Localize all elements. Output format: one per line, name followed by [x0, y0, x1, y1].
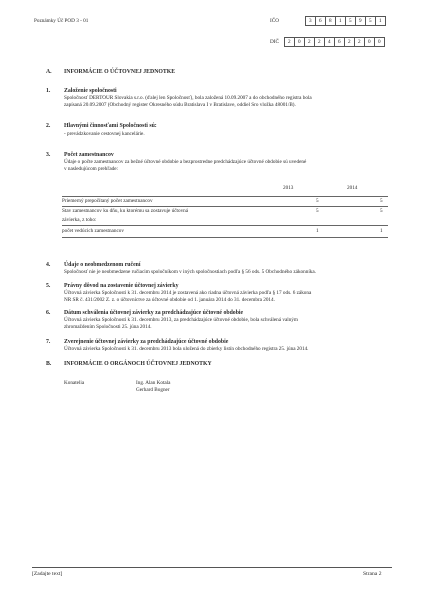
table-cell: 5: [316, 208, 319, 214]
text-line: zapísaná 20.09.2007 (Obchodný register Okresného súdu Bratislava I v Bratislave, oddiel Sro vložka 48001/B).: [64, 102, 296, 109]
dic-digit: 0: [364, 37, 375, 47]
table-divider: [62, 237, 388, 238]
item-7-number: 7.: [46, 339, 51, 345]
board-members: [136, 380, 170, 394]
section-a-letter: A.: [46, 69, 52, 75]
ico-digit: 1: [335, 16, 346, 26]
item-2-text: - prevádzkovanie cestovnej kancelárie.: [64, 131, 145, 137]
ico-digit: 1: [375, 16, 386, 26]
board-member-name: Gerhard Bogner: [136, 387, 170, 394]
table-divider: [62, 206, 388, 207]
ico-digit: 6: [315, 16, 326, 26]
dic-digit: 2: [314, 37, 325, 47]
text-line: NR SR č. 431/2002 Z. z. o účtovníctve za účtovné obdobie od 1. januára 2014 do 31. decembra 2014.: [64, 297, 275, 304]
dic-digit: 6: [334, 37, 345, 47]
dic-digit: 0: [374, 37, 385, 47]
ico-digit: 5: [345, 16, 356, 26]
dic-boxes: [284, 37, 384, 47]
item-5-text: [64, 290, 394, 304]
table-row-label: závierka, z toho:: [62, 217, 97, 223]
text-line: Údaje o počte zamestnancov za bežné účtovné obdobie a bezprostredne predchádzajúce účtovné obdobie sú uvedené: [64, 159, 307, 165]
footer-placeholder: [Zadajte text]: [32, 571, 63, 577]
table-row-label: Stav zamestnancov ku dňu, ku ktorému sa zostavuje účtovná: [62, 208, 189, 214]
item-2-title: Hlavnými činnosťami Spoločnosti sú:: [64, 123, 157, 129]
table-cell: 5: [380, 208, 383, 214]
item-6-title: Dátum schválenia účtovnej závierky za predchádzajúce účtovné obdobie: [64, 310, 244, 316]
section-a-title: INFORMÁCIE O ÚČTOVNEJ JEDNOTKE: [64, 69, 176, 75]
item-1-text: [64, 95, 384, 109]
item-7-text: Účtovná závierka Spoločnosti k 31. decembru 2013 bola uložená do zbierky listín obchodného registra 25. júna 2014.: [64, 346, 309, 352]
item-4-title: Údaje o neobmedzenom ručení: [64, 262, 141, 268]
dic-label: DIČ: [270, 39, 279, 45]
text-line: Účtovná závierka Spoločnosti k 31. decembru 2014 je zostavená ako riadna účtovná závierka podľa § 17 ods. 6 zákona: [64, 290, 312, 296]
dic-digit: 2: [284, 37, 295, 47]
dic-digit: 2: [354, 37, 365, 47]
item-1-number: 1.: [46, 88, 51, 94]
section-b-title: INFORMÁCIE O ORGÁNOCH ÚČTOVNEJ JEDNOTKY: [64, 361, 212, 367]
table-row-label: Priemerný prepočítaný počet zamestnancov: [62, 198, 153, 204]
table-divider: [62, 196, 388, 197]
page-number: Strana 2: [363, 571, 382, 577]
section-b-letter: B.: [46, 361, 52, 367]
table-cell: 5: [316, 198, 319, 204]
text-line: Spoločnosť DERTOUR Slovakia s.r.o. (ďalej len Spoločnosť), bola založená 10.09.2007 a do obchodného registra bola: [64, 95, 312, 101]
item-4-text: Spoločnosť nie je neobmedzene ručiacim spoločníkom v iných spoločnostiach podľa § 56 ods. 5 Obchodného zákonníka.: [64, 269, 316, 275]
item-3-title: Počet zamestnancov: [64, 152, 114, 158]
board-role: Konatelia: [64, 380, 85, 386]
table-header-2013: 2013: [283, 185, 294, 191]
ico-digit: 5: [365, 16, 376, 26]
text-line: zhromaždením Spoločnosti 25. júna 2014.: [64, 324, 152, 331]
item-6-text: [64, 317, 394, 331]
table-row-label: počet vedúcich zamestnancov: [62, 228, 124, 234]
item-3-number: 3.: [46, 152, 51, 158]
form-code: Poznámky Úč POD 3 - 01: [34, 18, 89, 24]
dic-digit: 2: [304, 37, 315, 47]
table-header-2014: 2014: [347, 185, 358, 191]
dic-digit: 4: [324, 37, 335, 47]
ico-digit: 8: [325, 16, 336, 26]
table-cell: 5: [380, 198, 383, 204]
ico-label: IČO: [270, 18, 279, 24]
table-divider: [62, 225, 388, 226]
footer-divider: [32, 567, 392, 568]
text-line: v nasledujúcom prehľade:: [64, 166, 118, 173]
ico-digit: 3: [305, 16, 316, 26]
item-7-title: Zverejnenie účtovnej závierky za predchádzajúce účtovné obdobie: [64, 339, 229, 345]
item-2-number: 2.: [46, 123, 51, 129]
ico-boxes: [305, 16, 385, 26]
ico-digit: 9: [355, 16, 366, 26]
dic-digit: 2: [344, 37, 355, 47]
item-6-number: 6.: [46, 310, 51, 316]
item-4-number: 4.: [46, 262, 51, 268]
item-1-title: Založenie spoločnosti: [64, 88, 117, 94]
dic-digit: 0: [294, 37, 305, 47]
item-3-text: [64, 159, 384, 173]
text-line: Účtovná závierka Spoločnosti k 31. decembru 2013, za predchádzajúce účtovné obdobie, bola schválená valným: [64, 317, 298, 323]
table-cell: 1: [380, 228, 383, 234]
item-5-title: Právny dôvod na zostavenie účtovnej závierky: [64, 283, 179, 289]
item-5-number: 5.: [46, 283, 51, 289]
board-member-name: Ing. Alan Kotala: [136, 380, 171, 386]
table-cell: 1: [316, 228, 319, 234]
